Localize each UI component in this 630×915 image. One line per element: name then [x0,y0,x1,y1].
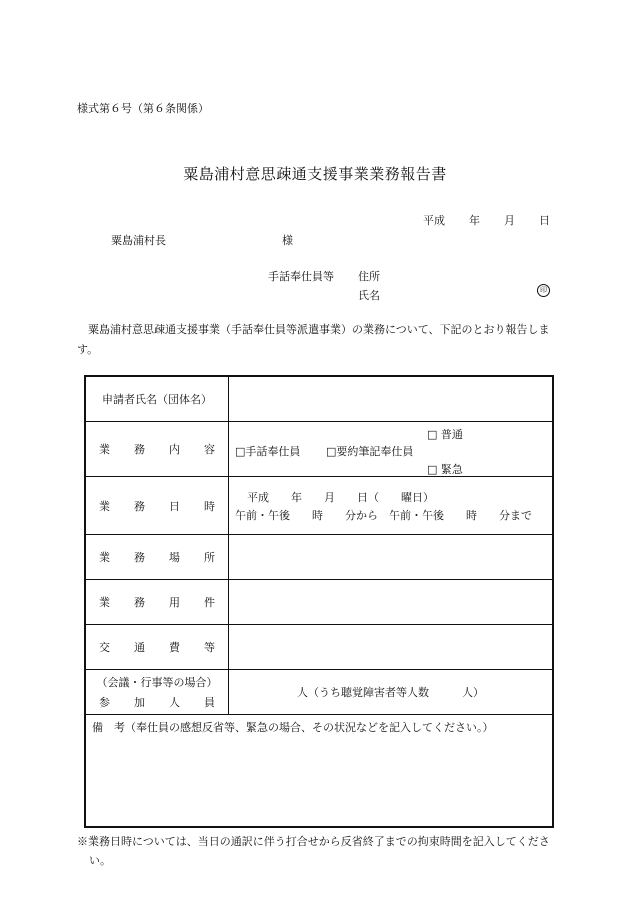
datetime-line-date: 平成 年 月 日（ 曜日） [247,491,434,504]
applicant-field[interactable] [229,377,552,421]
option-sign-language[interactable]: □手話奉仕員 [235,445,301,458]
row-transport [86,625,552,670]
row-place [86,535,552,580]
row-applicant [86,377,552,422]
remarks-label: 備 考（奉仕員の感想反省等、緊急の場合、その状況などを記入してください。） [92,721,494,734]
date-era: 平成 [423,214,445,227]
option-urgent[interactable]: □ 緊急 [427,463,463,476]
intro-text: 粟島浦村意思疎通支援事業（手話奉仕員等派遣事業）の業務について、下記のとおり報告します。 [77,323,550,356]
report-table [84,375,554,828]
datetime-label: 業 務 日 時 [86,477,229,534]
date-month: 月 [504,214,515,227]
place-field[interactable] [229,535,552,579]
row-participants [86,670,552,715]
participants-note: （会議・行事等の場合） [96,676,218,689]
participants-label: （会議・行事等の場合） 参 加 人 員 [86,670,229,714]
row-matter [86,580,552,625]
form-number: 様式第６号（第６条関係） [77,102,209,115]
remarks-field[interactable] [86,715,552,826]
date-year: 年 [469,214,480,227]
applicant-label: 申請者氏名（団体名） [86,377,229,421]
row-content [86,422,552,477]
honorific: 様 [282,234,293,247]
date-day: 日 [539,214,550,227]
option-summary-writing[interactable]: □要約筆記奉仕員 [326,445,414,458]
datetime-field[interactable] [229,477,552,534]
matter-field[interactable] [229,580,552,624]
content-field [229,422,552,476]
row-datetime [86,477,552,535]
participants-field[interactable] [229,670,552,714]
address-label: 住所 [358,270,380,283]
document-title: 粟島浦村意思疎通支援事業業務報告書 [183,165,447,183]
footnote: ※業務日時については、当日の通訳に伴う打合せから反省終了までの拘束時間を記入してください。 [77,835,550,867]
place-label: 業 務 場 所 [86,535,229,579]
name-label: 氏名 [358,289,380,302]
transport-label: 交 通 費 等 [86,625,229,669]
datetime-line-time: 午前・午後 時 分から 午前・午後 時 分まで [235,509,532,522]
participants-value: 人（うち聴覚障害者等人数 人） [297,686,484,699]
interpreter-label: 手話奉仕員等 [268,270,334,283]
content-label: 業 務 内 容 [86,422,229,476]
matter-label: 業 務 用 件 [86,580,229,624]
option-normal[interactable]: □ 普通 [427,428,463,441]
report-date [423,212,550,228]
transport-field[interactable] [229,625,552,669]
seal-mark: 印 [537,284,550,297]
addressee: 粟島浦村長 [111,234,166,247]
